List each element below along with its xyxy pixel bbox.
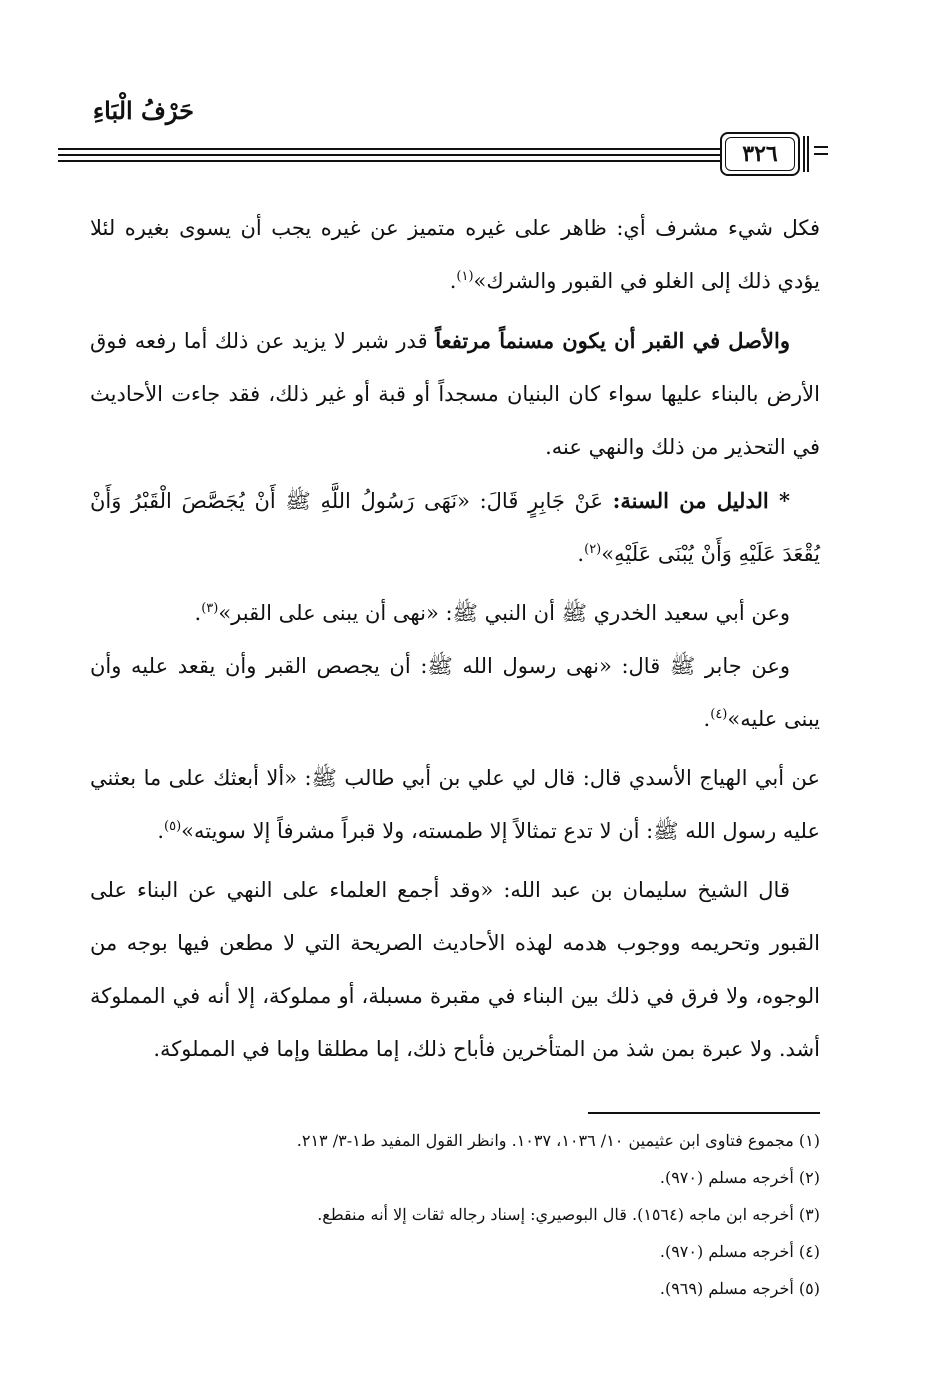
section-heading: * الدليل من السنة: [612,488,790,513]
paragraph: وعن أبي سعيد الخدري ﷺ أن النبي ﷺ: «نهى أن يبنى على القبر»$^{(٣)}$. [194,601,790,625]
page-number-ornament [803,136,809,172]
footnote-ref: (٣) [201,601,219,616]
paragraph: وعن جابر ﷺ قال: «نهى رسول الله ﷺ: أن يجصص القبر وأن يقعد عليه وأن يبنى عليه»$^{(٤)}$. [90,654,820,731]
footnote-separator [588,1112,820,1114]
footnote: (٤) أخرجه مسلم (٩٧٠). [659,1242,820,1261]
paragraph: قال الشيخ سليمان بن عبد الله: «وقد أجمع العلماء على النهي عن البناء على القبور وتحريمه ووجوب هدمه لهذه الأحاديث الصريحة التي لا مطعن فيها بوجه من الوجوه، ولا فرق في ذلك بين البناء في مقبرة مسبلة، أو مملوكة، إلا أنه في المملوكة أشد. ولا عبرة بمن شذ من المتأخرين فأباح ذلك، إما مطلقا وإما في المملوكة. [90,878,820,1061]
header-ornament [814,146,828,160]
page-number-frame [720,132,800,176]
page-number: ٣٢٦ [725,137,795,171]
footnote: (١) مجموع فتاوى ابن عثيمين ١٠/ ١٠٣٦، ١٠٣٧. وانظر القول المفيد ط١-٣/ ٢١٣. [296,1131,820,1150]
main-text [90,202,820,1076]
footnote-ref: (٥) [164,819,182,834]
footnote: (٥) أخرجه مسلم (٩٦٩). [659,1279,820,1298]
footnotes [90,1122,820,1307]
header-rule [58,154,720,156]
footnote: (٣) أخرجه ابن ماجه (١٥٦٤). قال البوصيري: إسناد رجاله ثقات إلا أنه منقطع. [317,1205,820,1224]
paragraph: عن أبي الهياج الأسدي قال: قال لي علي بن أبي طالب ﷺ: «ألا أبعثك على ما بعثني عليه رسول الله ﷺ: أن لا تدع تمثالاً إلا طمسته، ولا قبراً مشرفاً إلا سويته»$^{(٥)}$. [90,766,820,843]
highlight-text: والأصل في القبر أن يكون مسنماً مرتفعاً [435,328,790,353]
footnote-ref: (١) [456,269,474,284]
footnote-ref: (٢) [584,542,602,557]
header-rule [58,160,720,162]
footnote-ref: (٤) [710,707,728,722]
header-rule [58,148,720,150]
footnote: (٢) أخرجه مسلم (٩٧٠). [659,1168,820,1187]
paragraph: فكل شيء مشرف أي: ظاهر على غيره متميز عن غيره يجب أن يسوى بغيره لئلا يؤدي ذلك إلى الغلو في القبور والشرك»$^{(١)}$. [90,216,820,293]
paragraph: والأصل في القبر أن يكون مسنماً مرتفعاً قدر شبر لا يزيد عن ذلك أما رفعه فوق الأرض بالبناء عليها سواء كان البنيان مسجداً أو قبة أو غير ذلك، فقد جاءت الأحاديث في التحذير من ذلك والنهي عنه. [90,328,820,459]
chapter-title: حَرْفُ الْبَاءِ [92,96,194,125]
paragraph: * الدليل من السنة: عَنْ جَابِرٍ قَالَ: «نَهَى رَسُولُ اللَّهِ ﷺ أَنْ يُجَصَّصَ الْقَبْرُ وَأَنْ يُقْعَدَ عَلَيْهِ وَأَنْ يُبْنَى عَلَيْهِ»$^{(٢)}$. [90,488,820,566]
